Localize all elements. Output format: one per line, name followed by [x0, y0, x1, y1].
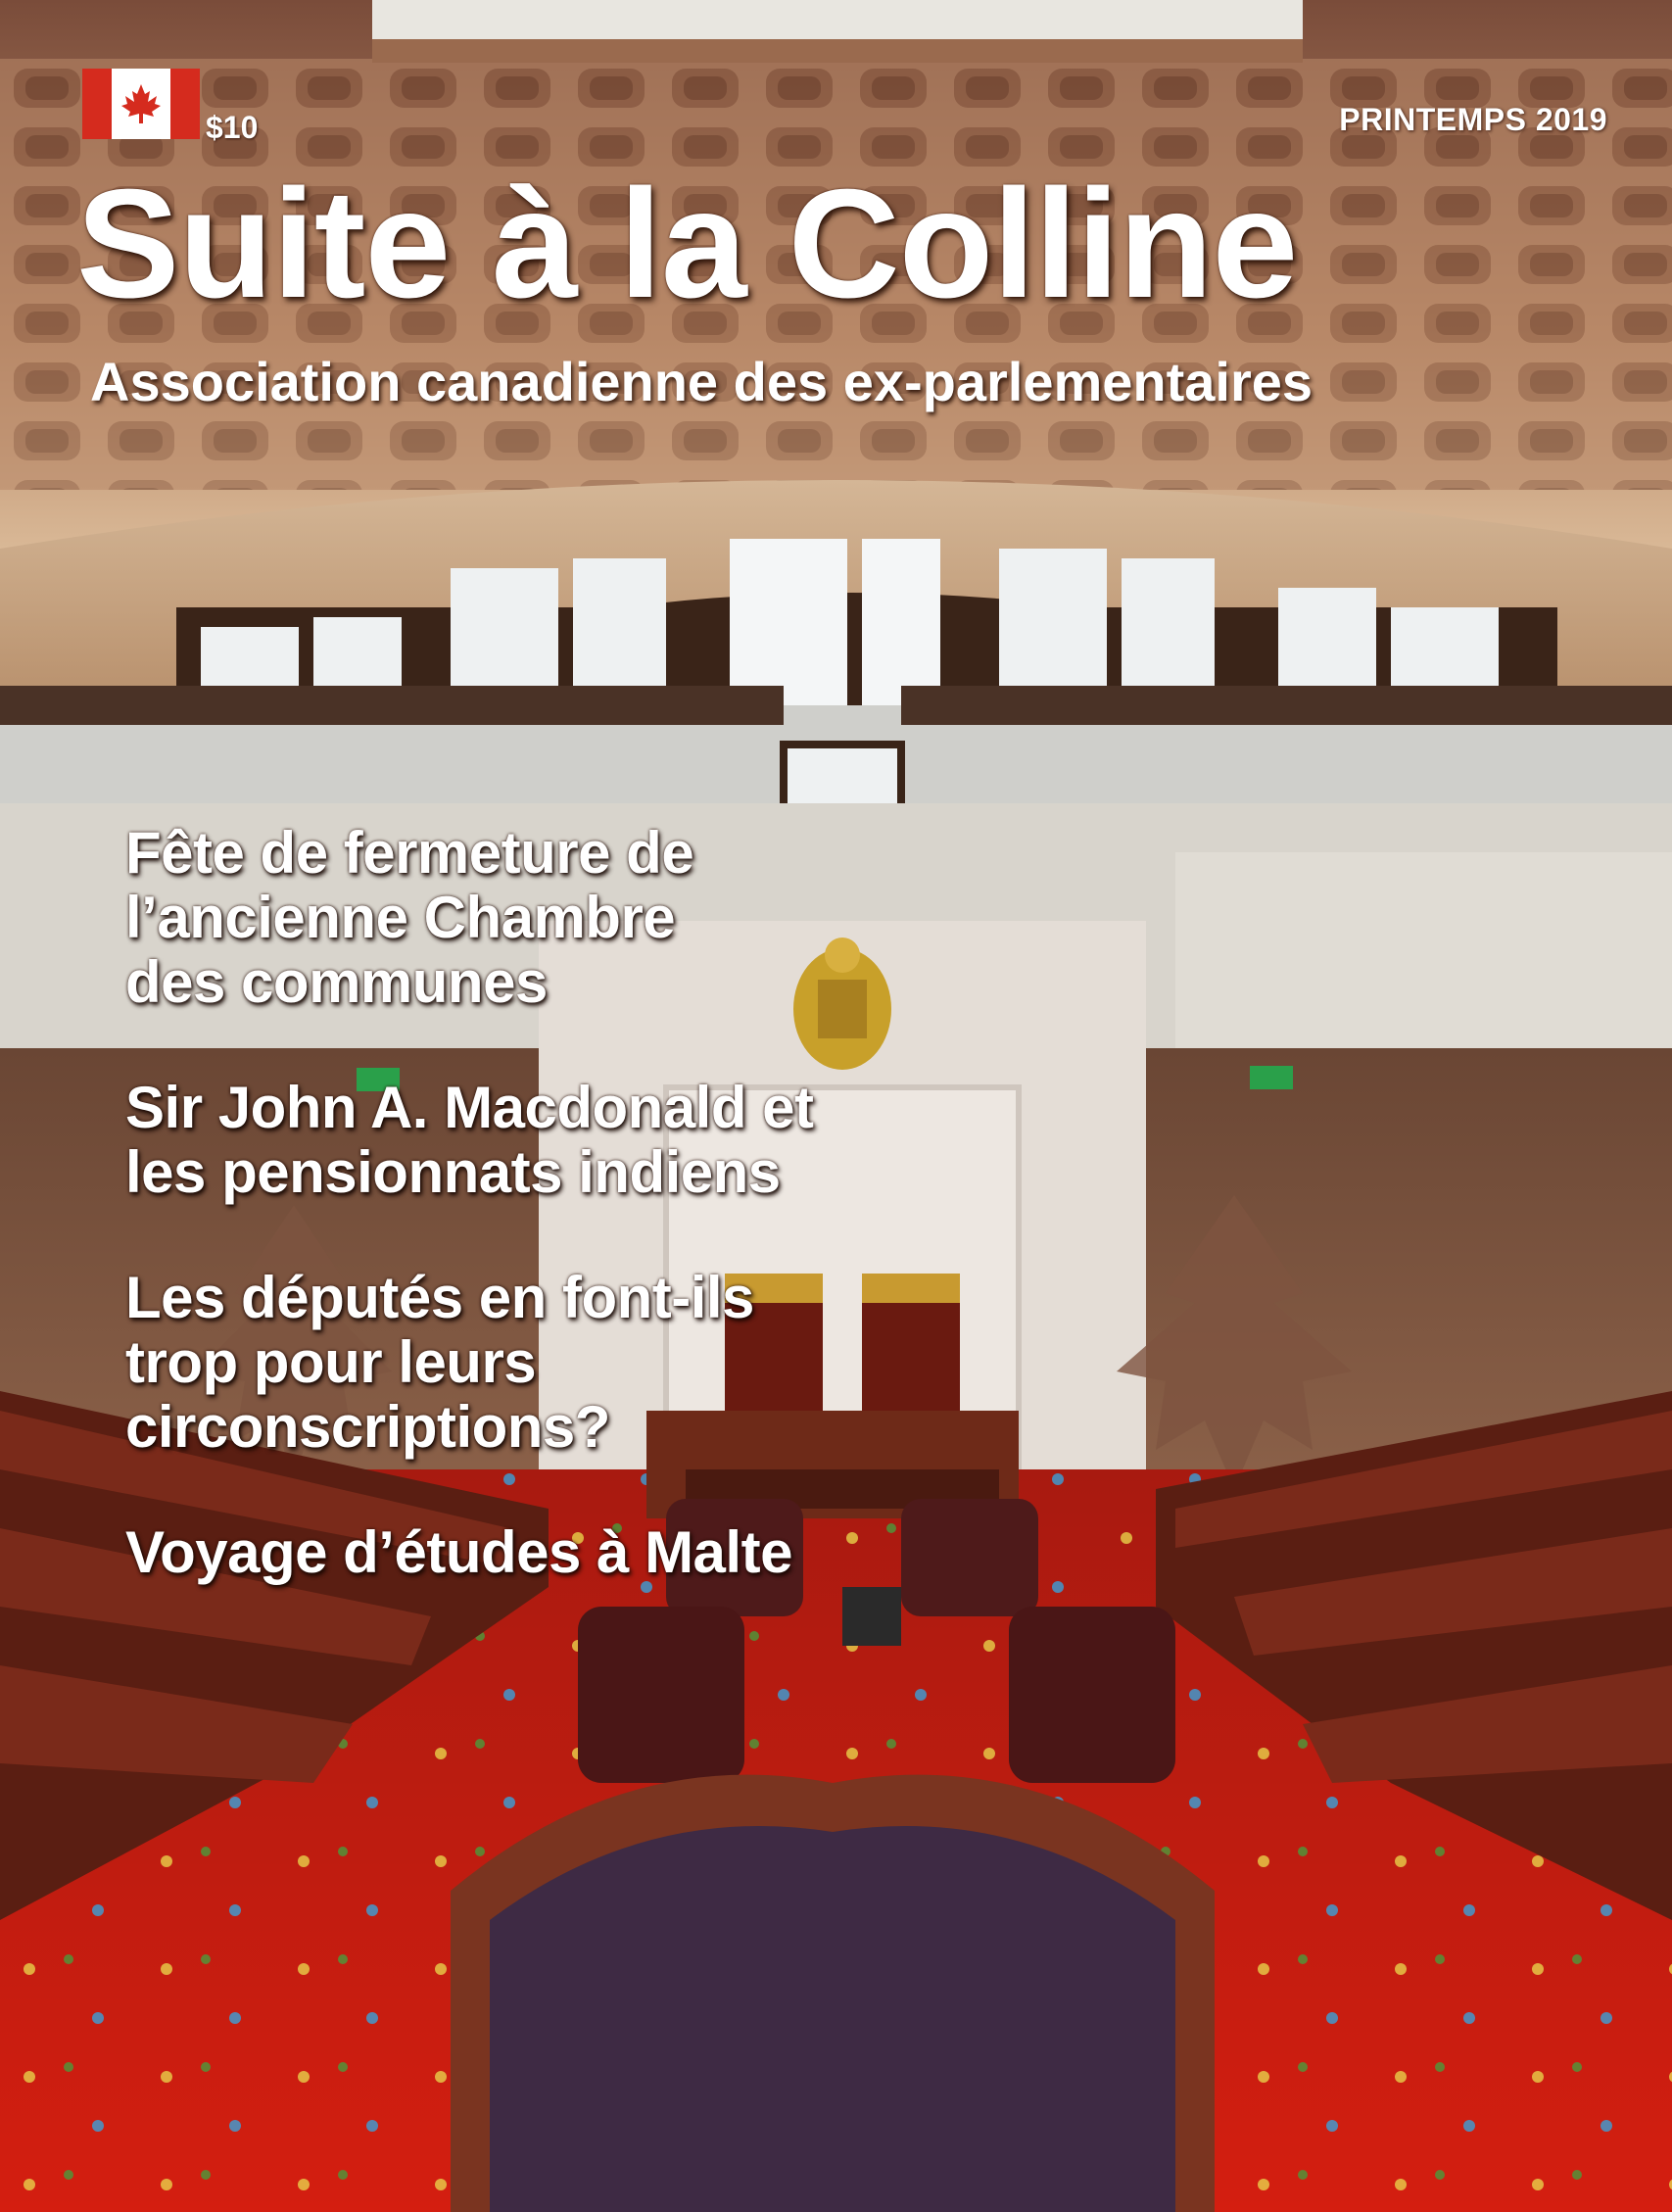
headline-macdonald	[125, 1076, 909, 1205]
issue-date: PRINTEMPS 2019	[1339, 102, 1607, 137]
headline-line: trop pour leurs	[125, 1329, 537, 1395]
headline-line: Sir John A. Macdonald et	[125, 1075, 814, 1140]
cover-price: $10	[206, 110, 259, 145]
headline-line: Voyage d’études à Malte	[125, 1519, 792, 1585]
headline-line: circonscriptions?	[125, 1394, 610, 1460]
headline-line: des communes	[125, 949, 548, 1015]
magazine-subtitle: Association canadienne des ex-parlementaires	[90, 351, 1314, 412]
headline-line: l’ancienne Chambre	[125, 885, 676, 950]
headline-closing-party	[125, 821, 909, 1015]
headline-line: les pensionnats indiens	[125, 1139, 781, 1205]
magazine-title: Suite à la Colline	[76, 158, 1298, 330]
headline-malte	[125, 1520, 909, 1585]
cover-headlines	[125, 821, 909, 1646]
masthead	[0, 0, 1672, 431]
headline-line: Fête de fermeture de	[125, 820, 694, 886]
headline-line: Les députés en font-ils	[125, 1265, 754, 1330]
headline-deputes	[125, 1266, 909, 1460]
canada-flag-icon	[82, 69, 200, 139]
